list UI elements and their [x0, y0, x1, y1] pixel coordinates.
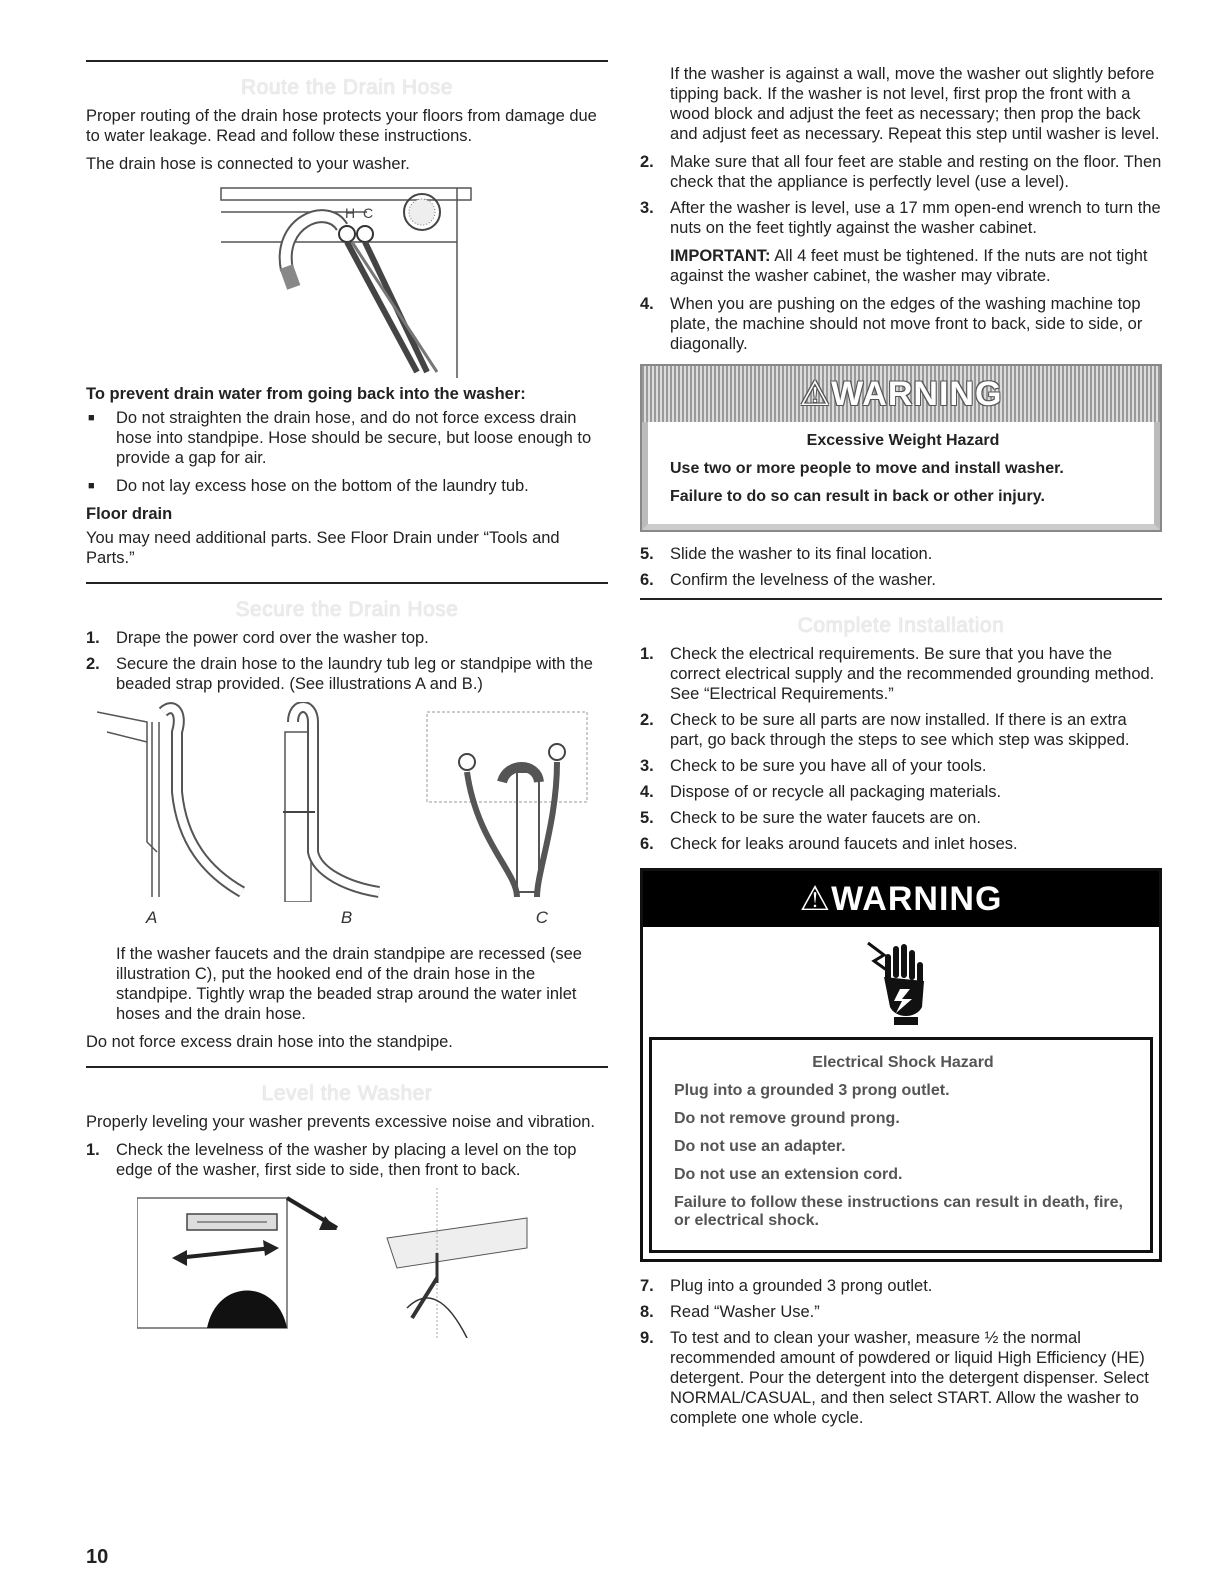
warning-header — [643, 871, 1159, 927]
step-text: When you are pushing on the edges of the washing machine top plate, the machine should not move front to back, side to side, or diagonally. — [670, 295, 1143, 353]
list-item — [640, 294, 1162, 354]
step-text: Make sure that all four feet are stable and resting on the floor. Then check that the appliance is perfectly level (use a level). — [670, 153, 1162, 191]
warning-line: Plug into a grounded 3 prong outlet. — [674, 1082, 950, 1099]
svg-text:H: H — [345, 205, 356, 221]
figure-label-b: B — [340, 908, 353, 927]
final-level-steps — [640, 544, 1162, 590]
electrical-warning-box — [640, 868, 1162, 1262]
step-text: Dispose of or recycle all packaging materials. — [670, 783, 1002, 801]
warning-header-text: ⚠WARNING — [799, 375, 1003, 413]
route-title: Route the Drain Hose — [241, 76, 453, 99]
left-column — [86, 60, 608, 1344]
step-number: 7. — [640, 1277, 654, 1295]
leveling-illustration — [137, 1188, 557, 1338]
svg-text:C: C — [363, 205, 374, 221]
list-item — [640, 544, 1162, 564]
step-text: Read “Washer Use.” — [670, 1303, 820, 1321]
level-steps-cont — [640, 152, 1162, 238]
step-text: To test and to clean your washer, measure ½ the normal recommended amount of powdered or liquid High Efficiency (HE) detergent. Pour the detergent into the detergent dispenser. Select NORMAL/CASUAL, and then select START. Allow the washer to complete one whole cycle. — [670, 1329, 1149, 1427]
list-item — [86, 654, 608, 694]
figure-label-a: A — [146, 908, 158, 927]
list-item: ■ Do not lay excess hose on the bottom of the laundry tub. — [86, 476, 608, 496]
force-text: Do not force excess drain hose into the standpipe. — [86, 1033, 453, 1051]
step-number: 8. — [640, 1303, 654, 1321]
page-number: 10 — [86, 1546, 109, 1568]
route-intro: Proper routing of the drain hose protects your floors from damage due to water leakage. Read and follow these instructions. — [86, 107, 597, 145]
list-item — [640, 1328, 1162, 1428]
step-number: 6. — [640, 571, 654, 589]
important-text: All 4 feet must be tightened. If the nuts are not tight against the washer cabinet, the washer may vibrate. — [670, 247, 1148, 285]
step-text: Check to be sure the water faucets are on. — [670, 809, 981, 827]
figure-labels — [86, 908, 608, 928]
section-rule — [640, 598, 1162, 600]
step-text: Check for leaks around faucets and inlet hoses. — [670, 835, 1018, 853]
step-number: 4. — [640, 295, 654, 313]
secure-steps — [86, 628, 608, 694]
list-item — [640, 152, 1162, 192]
important-label: IMPORTANT: — [670, 247, 771, 265]
level-title: Level the Washer — [261, 1082, 433, 1105]
step-text: After the washer is level, use a 17 mm open-end wrench to turn the nuts on the feet tightly against the washer cabinet. — [670, 199, 1161, 237]
warning-line: Failure to do so can result in back or other injury. — [670, 488, 1045, 505]
complete-title: Complete Installation — [797, 614, 1005, 637]
warning-line: Use two or more people to move and install washer. — [670, 460, 1064, 477]
warning-header-text: ⚠WARNING — [799, 880, 1003, 918]
level-steps-cont2 — [640, 294, 1162, 354]
list-item — [640, 198, 1162, 238]
important-note — [670, 246, 1162, 286]
list-item — [640, 1302, 1162, 1322]
step-text: Confirm the levelness of the washer. — [670, 571, 936, 589]
list-item — [640, 834, 1162, 854]
complete-steps — [640, 644, 1162, 854]
step-number: 5. — [640, 809, 654, 827]
warning-line: Do not remove ground prong. — [674, 1110, 900, 1127]
secure-title: Secure the Drain Hose — [235, 598, 459, 621]
step-number: 3. — [640, 757, 654, 775]
step-text: Slide the washer to its final location. — [670, 545, 933, 563]
warning-title: Excessive Weight Hazard — [806, 432, 1000, 449]
recessed-text: If the washer faucets and the drain standpipe are recessed (see illustration C), put the hooked end of the drain hose in the standpipe. Tightly wrap the beaded strap around the water inlet hoses and the drain hose. — [116, 945, 582, 1023]
list-item — [640, 644, 1162, 704]
illustrations-abc — [97, 702, 597, 902]
route-connected: The drain hose is connected to your washer. — [86, 155, 410, 173]
list-item: ■ Do not straighten the drain hose, and do not force excess drain hose into standpipe. Hose should be secure, but loose enough to provide a gap for air. — [86, 408, 608, 468]
step-number: 6. — [640, 835, 654, 853]
wall-text: If the washer is against a wall, move the washer out slightly before tipping back. If the washer is not level, first prop the front with a wood block and adjust the feet as necessary; then prop the back and adjust feet as necessary. Repeat this step until washer is level. — [670, 65, 1160, 143]
section-rule — [86, 582, 608, 584]
right-column — [640, 64, 1162, 1436]
section-rule — [86, 60, 608, 62]
prevent-heading: To prevent drain water from going back into the washer: — [86, 385, 526, 403]
floor-drain-heading: Floor drain — [86, 505, 173, 523]
warning-title: Electrical Shock Hazard — [812, 1054, 994, 1071]
prevent-list — [86, 408, 608, 496]
step-number: 5. — [640, 545, 654, 563]
list-item — [640, 710, 1162, 750]
step-number: 3. — [640, 199, 654, 217]
level-steps — [86, 1140, 608, 1180]
figure-label-c: C — [535, 908, 548, 927]
step-text: Plug into a grounded 3 prong outlet. — [670, 1277, 933, 1295]
warning-line: Do not use an adapter. — [674, 1138, 846, 1155]
list-item — [640, 808, 1162, 828]
step-text: Check the electrical requirements. Be sure that you have the correct electrical supply and the recommended grounding method. See “Electrical Requirements.” — [670, 645, 1155, 703]
step-number: 2. — [640, 711, 654, 729]
warning-header — [642, 366, 1160, 422]
floor-drain-text: You may need additional parts. See Floor Drain under “Tools and Parts.” — [86, 529, 560, 567]
step-text: Check to be sure you have all of your tools. — [670, 757, 987, 775]
list-item — [640, 756, 1162, 776]
list-item — [640, 782, 1162, 802]
list-item — [86, 628, 608, 648]
warning-line: Failure to follow these instructions can result in death, fire, or electrical shock. — [674, 1194, 1123, 1229]
step-number: 1. — [86, 1141, 100, 1159]
weight-warning-box — [640, 364, 1162, 532]
list-item — [640, 570, 1162, 590]
step-number: 4. — [640, 783, 654, 801]
drain-hose-illustration — [217, 182, 477, 378]
step-text: Drape the power cord over the washer top. — [116, 629, 429, 647]
warning-line: Do not use an extension cord. — [674, 1166, 903, 1183]
step-number: 2. — [640, 153, 654, 171]
level-intro: Properly leveling your washer prevents excessive noise and vibration. — [86, 1113, 596, 1131]
step-number: 1. — [640, 645, 654, 663]
step-number: 9. — [640, 1329, 654, 1347]
step-number: 1. — [86, 629, 100, 647]
list-item — [640, 1276, 1162, 1296]
step-number: 2. — [86, 655, 100, 673]
step-text: Check the levelness of the washer by placing a level on the top edge of the washer, first side to side, then front to back. — [116, 1141, 577, 1179]
step-text: Check to be sure all parts are now installed. If there is an extra part, go back through the steps to see which step was skipped. — [670, 711, 1130, 749]
step-text: Secure the drain hose to the laundry tub leg or standpipe with the beaded strap provided. (See illustrations A and B.) — [116, 655, 593, 693]
section-rule — [86, 1066, 608, 1068]
final-steps — [640, 1276, 1162, 1428]
shock-hazard-icon — [649, 927, 1153, 1040]
list-item — [86, 1140, 608, 1180]
